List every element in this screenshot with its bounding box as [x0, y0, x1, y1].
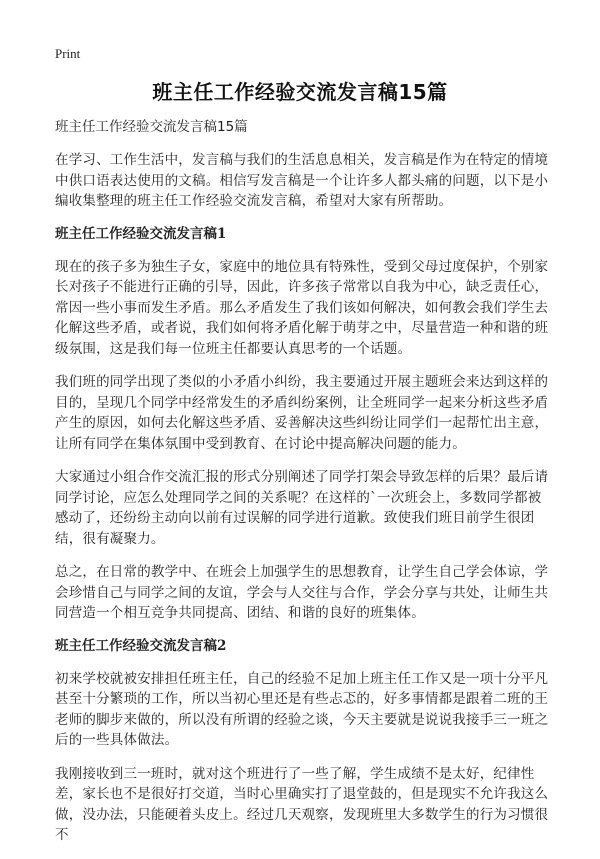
document-body	[55, 118, 550, 859]
document-title: 班主任工作经验交流发言稿15篇	[152, 80, 448, 104]
section-2-paragraph-1: 初来学校就被安排担任班主任，自己的经验不足加上班主任工作又是一项十分平凡甚至十分繁琐的工作，所以当初心里还是有些忐忑的，好多事情都是跟着二班的王老师的脚步来做的，所以没有所谓的经验之谈，今天主要就是说说我接手三一班之后的一些具体做法。	[55, 670, 549, 748]
section-heading-1: 班主任工作经验交流发言稿1	[55, 225, 227, 242]
intro-paragraph: 在学习、工作生活中，发言稿与我们的生活息息相关，发言稿是作为在特定的情境中供口语表达使用的文稿。相信写发言稿是一个让许多人都头痛的问题，以下是小编收集整理的班主任工作经验交流发言稿，希望对大家有所帮助。	[55, 152, 549, 209]
section-1-paragraph-2: 我们班的同学出现了类似的小矛盾小纠纷，我主要通过开展主题班会来达到这样的目的，呈现几个同学中经常发生的矛盾纠纷案例，让全班同学一起来分析这些矛盾产生的原因，如何去化解这些矛盾、妥善解决这些纠纷让同学们一起帮忙出主意，让所有同学在集体氛围中受到教育、在讨论中提高解决问题的能力。	[55, 374, 549, 452]
document-subtitle: 班主任工作经验交流发言稿15篇	[55, 119, 248, 135]
section-1-paragraph-3: 大家通过小组合作交流汇报的形式分别阐述了同学打架会导致怎样的后果？最后请同学讨论，应怎么处理同学之间的关系呢？在这样的`一次班会上，多数同学都被感动了，还纷纷主动向以前有过误解的同学进行道歉。致使我们班目前学生很团结，很有凝聚力。	[55, 469, 549, 547]
section-1-paragraph-1: 现在的孩子多为独生子女，家庭中的地位具有特殊性，受到父母过度保护，个别家长对孩子不能进行正确的引导，因此，许多孩子常常以自我为中心，缺乏责任心，常因一些小事而发生矛盾。那么矛盾发生了我们该如何解决，如何教会我们学生去化解这些矛盾，或者说，我们如何将矛盾化解于萌芽之中，尽量营造一种和谐的班级氛围，这是我们每一位班主任都要认真思考的一个话题。	[55, 258, 549, 357]
section-2-paragraph-2: 我刚接收到三一班时，就对这个班进行了一些了解，学生成绩不是太好，纪律性差，家长也不是很好打交道，当时心里确实打了退堂鼓的，但是现实不允许我这么做，没办法，只能硬着头皮上。经过几天观察，发现班里大多数学生的行为习惯很不	[55, 765, 549, 843]
section-heading-2: 班主任工作经验交流发言稿2	[55, 637, 227, 654]
print-link[interactable]: Print	[55, 46, 81, 61]
section-1-paragraph-4: 总之，在日常的教学中、在班会上加强学生的思想教育，让学生自己学会体谅，学会珍惜自己与同学之间的友谊，学会与人交往与合作，学会分享与共处，让师生共同营造一个相互竞争共同提高、团结、和谐的良好的班集体。	[55, 564, 549, 621]
